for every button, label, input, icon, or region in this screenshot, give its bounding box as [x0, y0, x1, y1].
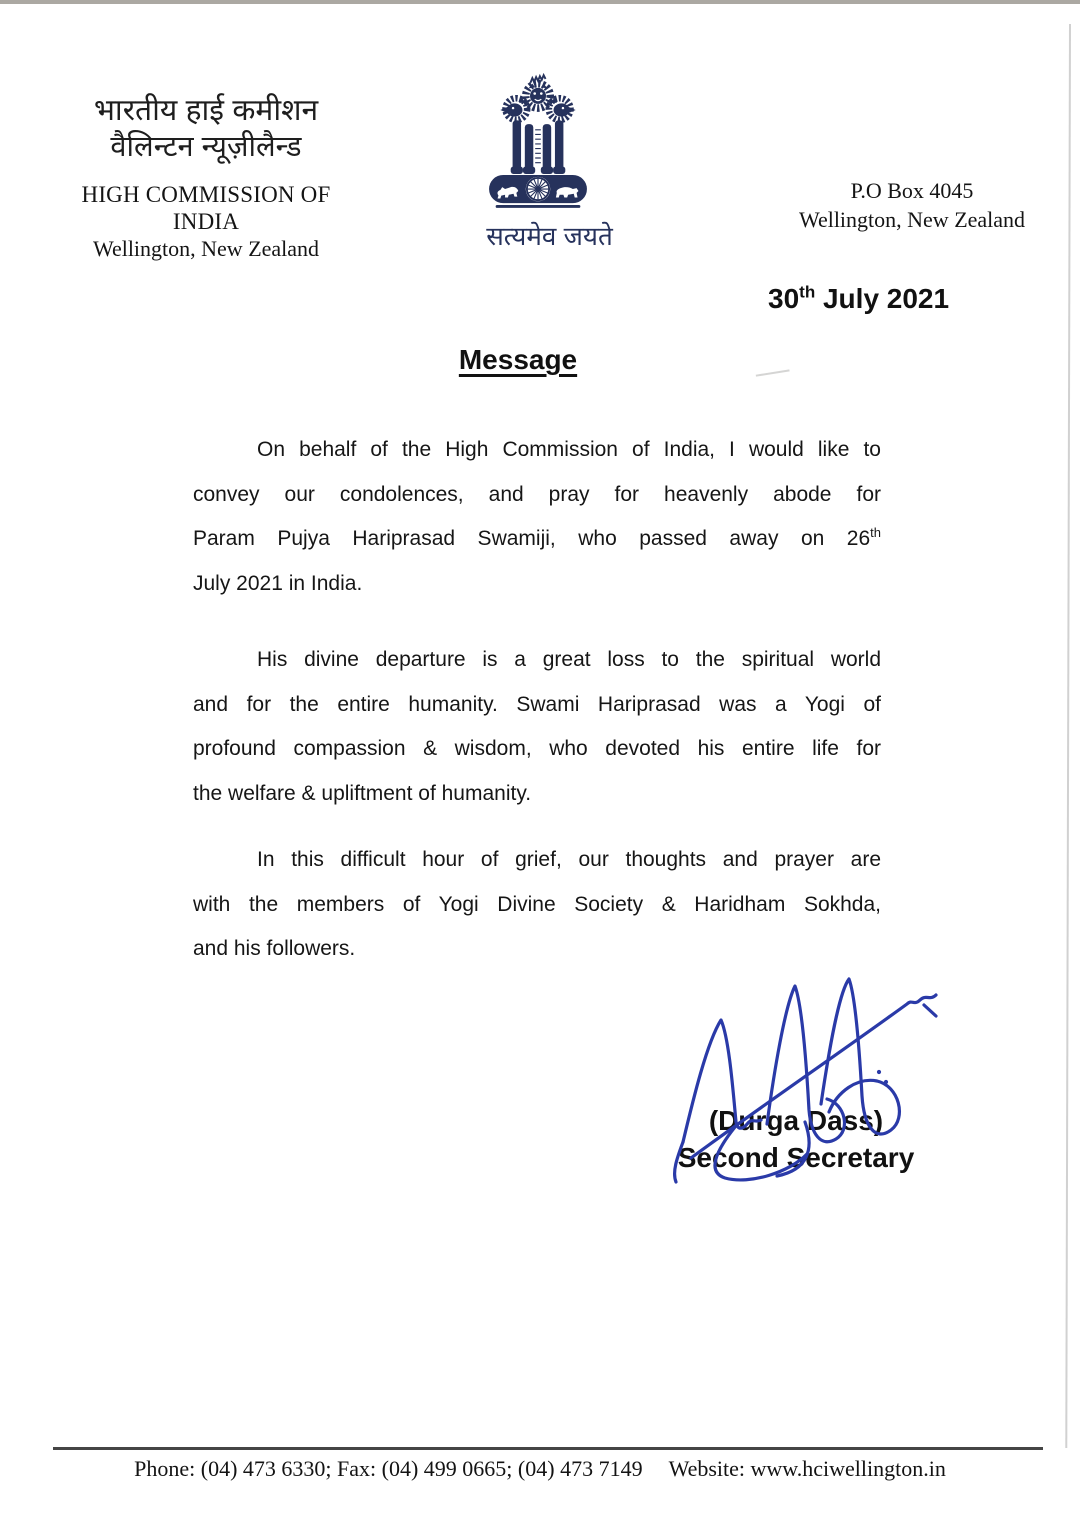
footer-rule	[53, 1447, 1043, 1450]
org-name-hindi: भारतीय हाई कमीशन	[93, 94, 319, 127]
paragraph-1	[193, 428, 881, 606]
letter-title: Message	[458, 344, 578, 375]
paragraph-line: On behalf of the High Commission of India, I would like to	[257, 438, 881, 461]
paragraph-line: profound compassion & wisdom, who devoted his entire life for	[193, 737, 881, 760]
ordinal-superscript: th	[870, 525, 881, 540]
signer-block	[640, 1102, 952, 1176]
emblem-motto: सत्यमेव जयते	[486, 221, 613, 251]
paragraph-line: Param Pujya Hariprasad Swamiji, who passed away on 26th	[193, 525, 881, 550]
signer-name: (Durga Dass)	[708, 1105, 884, 1136]
footer-contacts	[0, 1456, 1080, 1482]
letterhead-right	[788, 176, 1036, 234]
scan-edge-top	[0, 0, 1080, 4]
date-ordinal: th	[799, 282, 816, 302]
signer-title: Second Secretary	[677, 1142, 915, 1173]
paragraph-line: and his followers.	[193, 937, 356, 960]
org-location-hindi: वैलिन्टन न्यूज़ीलैन्ड	[110, 131, 302, 163]
scan-edge-right	[1065, 24, 1071, 1448]
paragraph-line: the welfare & upliftment of humanity.	[193, 781, 532, 805]
letter-date: 30th July 2021	[768, 282, 950, 314]
letterhead-left	[50, 92, 362, 262]
paragraph-line: with the members of Yogi Divine Society & Haridham Sokhda,	[193, 892, 881, 916]
paragraph-3	[193, 838, 881, 972]
paragraph-line: In this difficult hour of grief, our thoughts and prayer are	[257, 848, 881, 871]
paragraph-line: convey our condolences, and pray for heavenly abode for	[193, 482, 881, 506]
paragraph-line: July 2021 in India.	[193, 571, 363, 595]
org-name: HIGH COMMISSION OF INDIA	[81, 182, 331, 234]
india-national-emblem-icon	[481, 62, 595, 222]
paragraph-line: His divine departure is a great loss to the spiritual world	[257, 648, 881, 671]
paragraph-2	[193, 638, 881, 816]
po-box: P.O Box 4045	[850, 178, 974, 203]
org-location: Wellington, New Zealand	[92, 236, 320, 261]
paragraph-line: and for the entire humanity. Swami Hariprasad was a Yogi of	[193, 692, 881, 716]
footer-website: Website: www.hciwellington.in	[668, 1456, 946, 1481]
letterhead-location: Wellington, New Zealand	[798, 207, 1026, 232]
footer-phone-fax: Phone: (04) 473 6330; Fax: (04) 499 0665; (04) 473 7149	[134, 1456, 643, 1481]
